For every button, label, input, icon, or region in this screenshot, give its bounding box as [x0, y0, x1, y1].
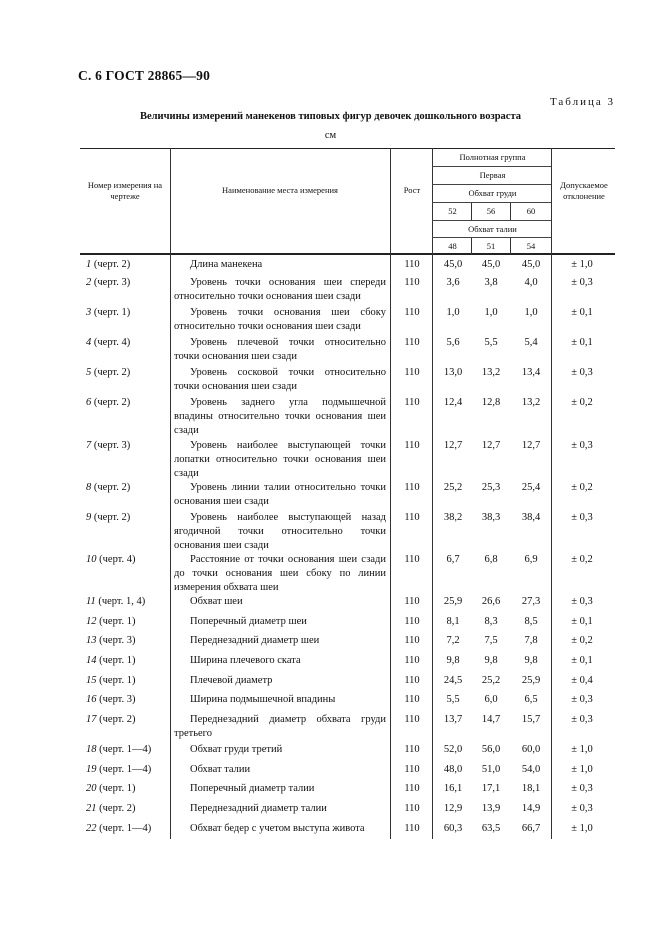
waist-value-48: 48	[448, 241, 457, 251]
measurement-name: Уровень заднего угла подмышечной впадины относительно точки основания шеи сзади	[174, 397, 386, 436]
measurement-number	[86, 802, 170, 816]
value-chest-56: 8,3	[484, 616, 498, 627]
col-divider-4	[551, 148, 552, 255]
drawing-ref: (черт. 3)	[91, 277, 131, 288]
value-chest-52: 3,6	[446, 277, 460, 288]
drawing-ref: (черт. 1)	[96, 655, 136, 666]
drawing-ref: (черт. 1)	[96, 675, 136, 686]
measurement-number	[86, 634, 170, 648]
value-chest-56: 13,2	[481, 367, 501, 378]
value-chest-60: 7,8	[524, 635, 538, 646]
tolerance-value: ± 0,2	[571, 635, 593, 646]
drawing-ref: (черт. 4)	[91, 337, 131, 348]
height-value: 110	[404, 259, 420, 270]
measurement-name: Уровень плечевой точки относительно точки основания шеи сзади	[174, 337, 386, 362]
drawing-ref: (черт. 2)	[96, 803, 136, 814]
col-number-header: Номер измерения на чертеже	[87, 180, 163, 201]
measurement-number	[86, 366, 170, 380]
header-bottom-border	[80, 253, 615, 255]
value-chest-52: 9,8	[446, 655, 460, 666]
measurement-name: Ширина подмышечной впадины	[190, 694, 336, 705]
drawing-ref: (черт. 2)	[91, 512, 131, 523]
measurement-name: Переднезадний диаметр обхвата груди третьего	[174, 714, 386, 739]
measurement-index: 2	[86, 277, 92, 288]
measurement-index: 19	[86, 764, 97, 775]
value-chest-60: 9,8	[524, 655, 538, 666]
measurement-index: 13	[86, 635, 97, 646]
height-value: 110	[404, 803, 420, 814]
value-chest-52: 52,0	[443, 744, 463, 755]
value-chest-56: 13,9	[481, 803, 501, 814]
measurement-name: Расстояние от точки основания шеи сзади до точки основания шеи сбоку по линии измерения обхвата шеи	[174, 554, 386, 593]
value-chest-56: 12,8	[481, 397, 501, 408]
measurement-name: Уровень линии талии относительно точки основания шеи сзади	[174, 482, 386, 507]
chest-value-60: 60	[526, 206, 536, 216]
measurement-name: Уровень точки основания шеи спереди относительно точки основания шеи сзади	[174, 277, 386, 302]
value-chest-60: 13,2	[521, 397, 541, 408]
value-chest-60: 27,3	[521, 596, 541, 607]
value-chest-60: 60,0	[521, 744, 541, 755]
height-value: 110	[404, 694, 420, 705]
measurement-index: 5	[86, 367, 92, 378]
value-chest-52: 12,4	[443, 397, 463, 408]
value-chest-52: 45,0	[443, 259, 463, 270]
measurement-index: 6	[86, 397, 92, 408]
value-chest-60: 18,1	[521, 783, 541, 794]
drawing-ref: (черт. 1—4)	[96, 744, 152, 755]
measurement-name: Плечевой диаметр	[190, 675, 273, 686]
value-chest-56: 38,3	[481, 512, 501, 523]
drawing-ref: (черт. 2)	[91, 259, 131, 270]
body-col-divider-1	[170, 255, 171, 839]
height-value: 110	[404, 714, 420, 725]
tolerance-value: ± 1,0	[571, 764, 593, 775]
tolerance-value: ± 0,2	[571, 482, 593, 493]
tolerance-value: ± 0,3	[571, 803, 593, 814]
height-value: 110	[404, 277, 420, 288]
measurement-number	[86, 674, 170, 688]
value-chest-60: 14,9	[521, 803, 541, 814]
value-chest-52: 25,9	[443, 596, 463, 607]
measurement-number	[86, 713, 170, 727]
value-chest-52: 48,0	[443, 764, 463, 775]
tolerance-value: ± 0,3	[571, 596, 593, 607]
value-chest-52: 1,0	[446, 307, 460, 318]
measurement-index: 10	[86, 554, 97, 565]
measurement-index: 4	[86, 337, 92, 348]
measurement-name: Уровень точки основания шеи сбоку относительно точки основания шеи сзади	[174, 307, 386, 332]
drawing-ref: (черт. 1)	[96, 616, 136, 627]
value-chest-60: 15,7	[521, 714, 541, 725]
hline-1	[432, 166, 551, 167]
drawing-ref: (черт. 1)	[91, 307, 131, 318]
measurement-number	[86, 439, 170, 453]
value-chest-56: 26,6	[481, 596, 501, 607]
drawing-ref: (черт. 1—4)	[96, 764, 152, 775]
tolerance-value: ± 0,4	[571, 675, 593, 686]
height-value: 110	[404, 675, 420, 686]
tolerance-value: ± 1,0	[571, 259, 593, 270]
measurement-index: 9	[86, 512, 92, 523]
value-chest-52: 25,2	[443, 482, 463, 493]
measurement-name: Поперечный диаметр талии	[190, 783, 315, 794]
height-value: 110	[404, 367, 420, 378]
measurement-name: Обхват шеи	[190, 596, 243, 607]
value-chest-56: 17,1	[481, 783, 501, 794]
measurement-index: 12	[86, 616, 97, 627]
height-value: 110	[404, 307, 420, 318]
value-chest-60: 25,4	[521, 482, 541, 493]
value-chest-60: 8,5	[524, 616, 538, 627]
height-value: 110	[404, 823, 420, 834]
waist-value-54: 54	[526, 241, 536, 251]
value-chest-52: 7,2	[446, 635, 460, 646]
height-value: 110	[404, 337, 420, 348]
value-chest-52: 60,3	[443, 823, 463, 834]
drawing-ref: (черт. 1, 4)	[95, 596, 146, 607]
height-value: 110	[404, 512, 420, 523]
measurement-index: 22	[86, 823, 97, 834]
value-chest-56: 6,0	[484, 694, 498, 705]
first-group-header: Первая	[479, 170, 506, 180]
measurement-number	[86, 336, 170, 350]
value-chest-56: 7,5	[484, 635, 498, 646]
body-col-divider-2	[390, 255, 391, 839]
height-value: 110	[404, 655, 420, 666]
drawing-ref: (черт. 2)	[91, 367, 131, 378]
tolerance-value: ± 0,3	[571, 440, 593, 451]
fullness-group-header: Полнотная группа	[459, 152, 526, 162]
value-chest-52: 12,9	[443, 803, 463, 814]
measurement-number	[86, 782, 170, 796]
chest-header: Обхват груди	[468, 188, 517, 198]
tolerance-value: ± 0,1	[571, 616, 593, 627]
value-chest-56: 63,5	[481, 823, 501, 834]
height-value: 110	[404, 440, 420, 451]
value-chest-60: 4,0	[524, 277, 538, 288]
measurement-name: Длина манекена	[190, 259, 263, 270]
hline-3	[432, 202, 551, 203]
measurement-number	[86, 743, 170, 757]
waist-value-51: 51	[486, 241, 496, 251]
value-chest-56: 3,8	[484, 277, 498, 288]
page-header: С. 6 ГОСТ 28865—90	[78, 68, 211, 83]
waist-header: Обхват талии	[468, 224, 517, 234]
table-number: Таблица 3	[549, 96, 615, 108]
tolerance-value: ± 0,3	[571, 783, 593, 794]
measurement-index: 3	[86, 307, 92, 318]
value-chest-52: 6,7	[446, 554, 460, 565]
value-chest-52: 16,1	[443, 783, 463, 794]
measurement-index: 15	[86, 675, 97, 686]
height-value: 110	[404, 635, 420, 646]
tolerance-value: ± 0,1	[571, 337, 593, 348]
tolerance-value: ± 0,1	[571, 307, 593, 318]
tolerance-value: ± 0,3	[571, 367, 593, 378]
measurement-name: Обхват бедер с учетом выступа живота	[190, 823, 365, 834]
height-value: 110	[404, 616, 420, 627]
value-chest-52: 38,2	[443, 512, 463, 523]
measurement-name: Переднезадний диаметр шеи	[190, 635, 320, 646]
measurement-name: Обхват талии	[190, 764, 251, 775]
value-chest-56: 12,7	[481, 440, 501, 451]
drawing-ref: (черт. 2)	[91, 397, 131, 408]
measurement-number	[86, 481, 170, 495]
tolerance-value: ± 0,3	[571, 512, 593, 523]
tolerance-value: ± 0,1	[571, 655, 593, 666]
measurement-number	[86, 615, 170, 629]
value-chest-56: 14,7	[481, 714, 501, 725]
tolerance-value: ± 0,3	[571, 277, 593, 288]
col-divider-1	[170, 148, 171, 255]
value-chest-56: 6,8	[484, 554, 498, 565]
body-col-divider-3	[432, 255, 433, 839]
drawing-ref: (черт. 2)	[96, 714, 136, 725]
height-value: 110	[404, 554, 420, 565]
chest-value-52: 52	[448, 206, 457, 216]
measurement-name: Уровень сосковой точки относительно точки основания шеи сзади	[174, 367, 386, 392]
value-chest-52: 5,5	[446, 694, 460, 705]
value-chest-56: 56,0	[481, 744, 501, 755]
unit-label: см	[324, 130, 337, 141]
measurement-name: Переднезадний диаметр талии	[190, 803, 327, 814]
measurement-number	[86, 276, 170, 290]
value-chest-60: 54,0	[521, 764, 541, 775]
measurement-number	[86, 553, 170, 567]
value-chest-60: 12,7	[521, 440, 541, 451]
measurement-name: Уровень наиболее выступающей назад ягодичной точки относительно точки основания шеи сзади	[174, 512, 386, 551]
hline-4	[432, 220, 551, 221]
hline-2	[432, 184, 551, 185]
value-chest-60: 6,9	[524, 554, 538, 565]
col-height-header: Рост	[403, 185, 421, 195]
value-chest-52: 5,6	[446, 337, 460, 348]
measurement-index: 18	[86, 744, 97, 755]
measurement-index: 20	[86, 783, 97, 794]
table-title: Величины измерений манекенов типовых фигур девочек дошкольного возраста	[140, 111, 521, 122]
measurement-name: Уровень наиболее выступающей точки лопатки относительно точки основания шеи сзади	[174, 440, 386, 479]
value-chest-60: 5,4	[524, 337, 538, 348]
tolerance-value: ± 0,3	[571, 714, 593, 725]
height-value: 110	[404, 397, 420, 408]
measurement-index: 17	[86, 714, 97, 725]
tolerance-value: ± 0,2	[571, 554, 593, 565]
measurement-number	[86, 258, 170, 272]
measurement-index: 21	[86, 803, 97, 814]
measurement-number	[86, 693, 170, 707]
value-chest-60: 6,5	[524, 694, 538, 705]
col-divider-2	[390, 148, 391, 255]
measurement-index: 11	[86, 596, 96, 607]
height-value: 110	[404, 783, 420, 794]
drawing-ref: (черт. 1—4)	[96, 823, 152, 834]
measurement-number	[86, 595, 170, 609]
drawing-ref: (черт. 2)	[91, 482, 131, 493]
drawing-ref: (черт. 1)	[96, 783, 136, 794]
value-chest-60: 25,9	[521, 675, 541, 686]
tolerance-value: ± 1,0	[571, 823, 593, 834]
measurement-index: 1	[86, 259, 92, 270]
value-chest-52: 13,0	[443, 367, 463, 378]
tolerance-value: ± 0,2	[571, 397, 593, 408]
value-chest-56: 1,0	[484, 307, 498, 318]
height-value: 110	[404, 764, 420, 775]
value-chest-56: 5,5	[484, 337, 498, 348]
value-chest-60: 66,7	[521, 823, 541, 834]
value-chest-56: 9,8	[484, 655, 498, 666]
measurement-number	[86, 306, 170, 320]
drawing-ref: (черт. 3)	[91, 440, 131, 451]
value-chest-52: 24,5	[443, 675, 463, 686]
value-chest-60: 45,0	[521, 259, 541, 270]
measurement-index: 8	[86, 482, 92, 493]
value-chest-60: 1,0	[524, 307, 538, 318]
height-value: 110	[404, 482, 420, 493]
measurement-number	[86, 654, 170, 668]
measurement-number	[86, 511, 170, 525]
value-chest-56: 51,0	[481, 764, 501, 775]
value-chest-52: 12,7	[443, 440, 463, 451]
tolerance-value: ± 0,3	[571, 694, 593, 705]
measurement-number	[86, 396, 170, 410]
drawing-ref: (черт. 4)	[96, 554, 136, 565]
measurement-number	[86, 763, 170, 777]
value-chest-56: 25,3	[481, 482, 501, 493]
value-chest-60: 38,4	[521, 512, 541, 523]
hline-5	[432, 237, 551, 238]
measurement-name: Ширина плечевого ската	[190, 655, 301, 666]
col-tolerance-header: Допускаемое отклонение	[560, 180, 608, 201]
value-chest-52: 8,1	[446, 616, 460, 627]
measurement-index: 16	[86, 694, 97, 705]
value-chest-60: 13,4	[521, 367, 541, 378]
tolerance-value: ± 1,0	[571, 744, 593, 755]
measurement-name: Обхват груди третий	[190, 744, 283, 755]
col-name-header: Наименование места измерения	[222, 185, 338, 195]
height-value: 110	[404, 744, 420, 755]
height-value: 110	[404, 596, 420, 607]
value-chest-56: 45,0	[481, 259, 501, 270]
drawing-ref: (черт. 3)	[96, 635, 136, 646]
table-top-border	[80, 148, 615, 149]
measurement-index: 7	[86, 440, 92, 451]
measurement-number	[86, 822, 170, 836]
value-chest-56: 25,2	[481, 675, 501, 686]
drawing-ref: (черт. 3)	[96, 694, 136, 705]
value-chest-52: 13,7	[443, 714, 463, 725]
chest-value-56: 56	[486, 206, 496, 216]
measurement-index: 14	[86, 655, 97, 666]
measurement-name: Поперечный диаметр шеи	[190, 616, 307, 627]
